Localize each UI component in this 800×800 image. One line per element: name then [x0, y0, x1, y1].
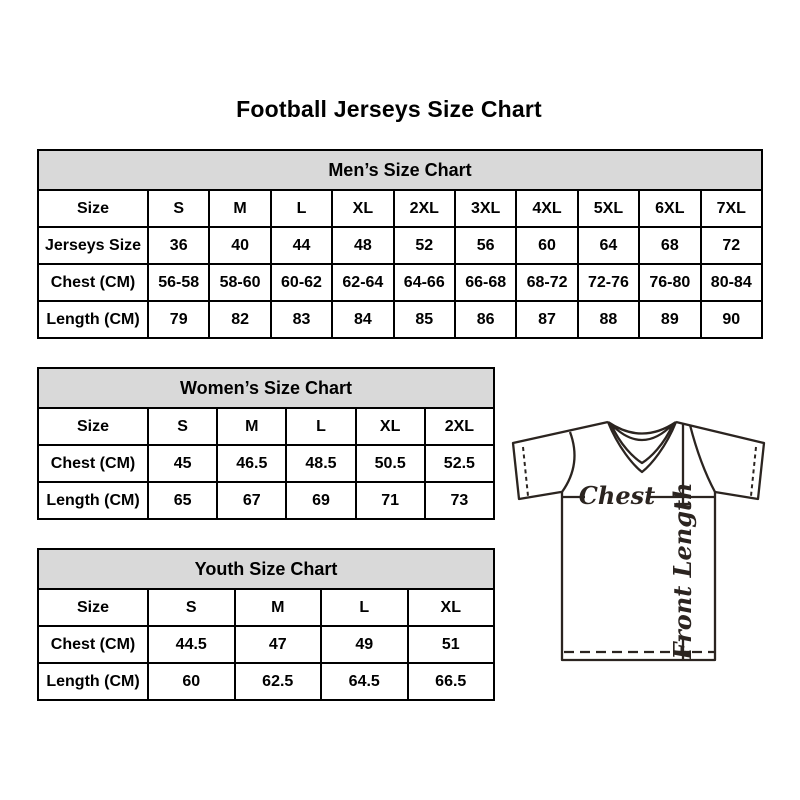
mens-cell-r0c2: M	[209, 190, 270, 227]
mens-cell-r1c3: 44	[271, 227, 332, 264]
youth-cell-r0c3: L	[321, 589, 408, 626]
mens-cell-r1c4: 48	[332, 227, 393, 264]
mens-cell-r1c5: 52	[394, 227, 455, 264]
womens-cell-r2c0: Length (CM)	[38, 482, 148, 519]
womens-cell-r0c2: M	[217, 408, 286, 445]
womens-cell-r1c1: 45	[148, 445, 217, 482]
mens-cell-r3c10: 90	[701, 301, 762, 338]
mens-cell-r0c3: L	[271, 190, 332, 227]
youth-cell-r2c4: 66.5	[408, 663, 495, 700]
mens-cell-r2c4: 62-64	[332, 264, 393, 301]
youth-cell-r0c2: M	[235, 589, 322, 626]
womens-cell-r1c5: 52.5	[425, 445, 494, 482]
womens-cell-r0c5: 2XL	[425, 408, 494, 445]
youth-cell-r1c1: 44.5	[148, 626, 235, 663]
mens-cell-r3c9: 89	[639, 301, 700, 338]
youth-cell-r0c0: Size	[38, 589, 148, 626]
womens-cell-r2c5: 73	[425, 482, 494, 519]
mens-cell-r3c5: 85	[394, 301, 455, 338]
youth-cell-r1c4: 51	[408, 626, 495, 663]
mens-cell-r2c6: 66-68	[455, 264, 516, 301]
mens-cell-r1c1: 36	[148, 227, 209, 264]
mens-cell-r1c7: 60	[516, 227, 577, 264]
jersey-outline	[513, 422, 764, 660]
left-cuff-stitch-line	[523, 447, 528, 496]
chest-label: Chest	[578, 481, 656, 510]
womens-cell-r1c4: 50.5	[356, 445, 425, 482]
mens-size-chart-table	[37, 149, 763, 339]
womens-size-chart-table	[37, 367, 495, 520]
youth-chart-title: Youth Size Chart	[38, 549, 494, 589]
mens-cell-r1c6: 56	[455, 227, 516, 264]
mens-cell-r2c9: 76-80	[639, 264, 700, 301]
mens-cell-r0c10: 7XL	[701, 190, 762, 227]
right-cuff-stitch-line	[751, 447, 756, 496]
womens-cell-r1c3: 48.5	[286, 445, 355, 482]
youth-cell-r1c2: 47	[235, 626, 322, 663]
youth-cell-r0c4: XL	[408, 589, 495, 626]
right-armhole-seam	[690, 425, 715, 492]
mens-cell-r1c0: Jerseys Size	[38, 227, 148, 264]
mens-cell-r2c3: 60-62	[271, 264, 332, 301]
mens-chart-title: Men’s Size Chart	[38, 150, 762, 190]
womens-cell-r0c4: XL	[356, 408, 425, 445]
womens-cell-r2c4: 71	[356, 482, 425, 519]
mens-cell-r3c7: 87	[516, 301, 577, 338]
mens-cell-r2c2: 58-60	[209, 264, 270, 301]
mens-cell-r1c8: 64	[578, 227, 639, 264]
womens-cell-r2c1: 65	[148, 482, 217, 519]
mens-cell-r0c9: 6XL	[639, 190, 700, 227]
page-title: Football Jerseys Size Chart	[236, 96, 542, 122]
mens-cell-r3c4: 84	[332, 301, 393, 338]
mens-cell-r0c1: S	[148, 190, 209, 227]
mens-cell-r2c10: 80-84	[701, 264, 762, 301]
mens-cell-r0c0: Size	[38, 190, 148, 227]
mens-cell-r3c3: 83	[271, 301, 332, 338]
jersey-measurement-diagram	[500, 400, 780, 672]
mens-cell-r3c6: 86	[455, 301, 516, 338]
mens-cell-r1c10: 72	[701, 227, 762, 264]
womens-cell-r2c2: 67	[217, 482, 286, 519]
mens-cell-r2c8: 72-76	[578, 264, 639, 301]
jersey-diagram-icon	[500, 400, 780, 672]
mens-cell-r1c2: 40	[209, 227, 270, 264]
mens-cell-r3c8: 88	[578, 301, 639, 338]
mens-cell-r3c1: 79	[148, 301, 209, 338]
womens-chart-title: Women’s Size Chart	[38, 368, 494, 408]
womens-cell-r1c0: Chest (CM)	[38, 445, 148, 482]
mens-cell-r0c5: 2XL	[394, 190, 455, 227]
womens-cell-r2c3: 69	[286, 482, 355, 519]
mens-cell-r0c8: 5XL	[578, 190, 639, 227]
mens-cell-r3c0: Length (CM)	[38, 301, 148, 338]
youth-cell-r1c0: Chest (CM)	[38, 626, 148, 663]
mens-cell-r3c2: 82	[209, 301, 270, 338]
youth-size-chart-table	[37, 548, 495, 701]
mens-cell-r0c6: 3XL	[455, 190, 516, 227]
mens-cell-r0c7: 4XL	[516, 190, 577, 227]
mens-cell-r2c7: 68-72	[516, 264, 577, 301]
youth-cell-r0c1: S	[148, 589, 235, 626]
youth-cell-r2c2: 62.5	[235, 663, 322, 700]
front-length-label: Front Length	[668, 482, 697, 660]
youth-cell-r2c0: Length (CM)	[38, 663, 148, 700]
youth-cell-r1c3: 49	[321, 626, 408, 663]
mens-cell-r2c5: 64-66	[394, 264, 455, 301]
womens-cell-r0c3: L	[286, 408, 355, 445]
mens-cell-r2c1: 56-58	[148, 264, 209, 301]
womens-cell-r0c0: Size	[38, 408, 148, 445]
left-armhole-seam	[562, 432, 575, 492]
collar-back-arc-inner	[611, 424, 673, 440]
mens-cell-r0c4: XL	[332, 190, 393, 227]
youth-cell-r2c1: 60	[148, 663, 235, 700]
womens-cell-r0c1: S	[148, 408, 217, 445]
youth-cell-r2c3: 64.5	[321, 663, 408, 700]
mens-cell-r2c0: Chest (CM)	[38, 264, 148, 301]
womens-cell-r1c2: 46.5	[217, 445, 286, 482]
mens-cell-r1c9: 68	[639, 227, 700, 264]
